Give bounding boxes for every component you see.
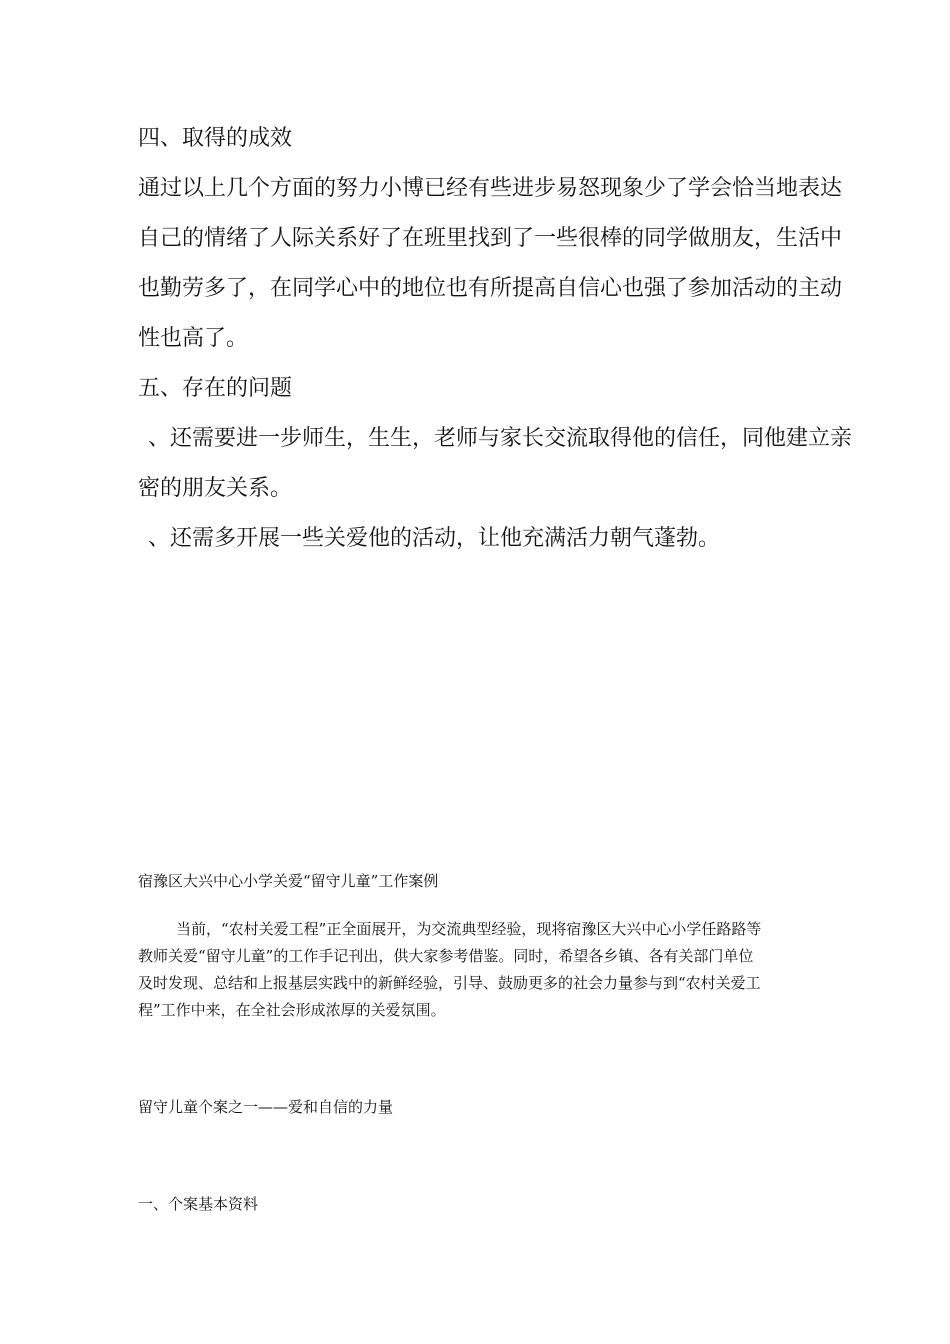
case-title: 留守儿童个案之一——爱和自信的力量 [138,1098,394,1116]
section-4-heading: 四、取得的成效 [138,126,293,151]
article-intro [138,916,868,1024]
article-intro-line-3: 及时发现、总结和上报基层实践中的新鲜经验，引导、鼓励更多的社会力量参与到“农村关爱工 [138,974,761,992]
section-5-item-1-line-1: 、还需要进一步师生，生生，老师与家长交流取得他的信任，同他建立亲 [148,426,853,451]
section-4-line-2: 自己的情绪了人际关系好了在班里找到了一些很棒的同学做朋友，生活中 [138,226,843,251]
section-4-line-3: 也勤劳多了，在同学心中的地位也有所提高自信心也强了参加活动的主动 [138,276,843,301]
article-intro-line-4: 程”工作中来，在全社会形成浓厚的关爱氛围。 [138,1001,446,1019]
section-5-heading: 五、存在的问题 [138,376,293,401]
article-intro-line-1: 当前，“农村关爱工程”正全面展开，为交流典型经验，现将宿豫区大兴中心小学任路路等 [176,920,762,938]
article-title: 宿豫区大兴中心小学关爱“留守儿童”工作案例 [138,872,439,890]
section-5-item-1-line-2: 密的朋友关系。 [138,476,293,501]
article-intro-line-2: 教师关爱“留守儿童”的工作手记刊出，供大家参考借鉴。同时，希望各乡镇、各有关部门单位 [138,947,754,965]
section-4-line-1: 通过以上几个方面的努力小博已经有些进步易怒现象少了学会恰当地表达 [138,176,843,201]
section-1-heading: 一、个案基本资料 [138,1195,259,1213]
section-4-line-4: 性也高了。 [138,326,249,351]
section-5-item-2: 、还需多开展一些关爱他的活动，让他充满活力朝气蓬勃。 [148,526,721,551]
